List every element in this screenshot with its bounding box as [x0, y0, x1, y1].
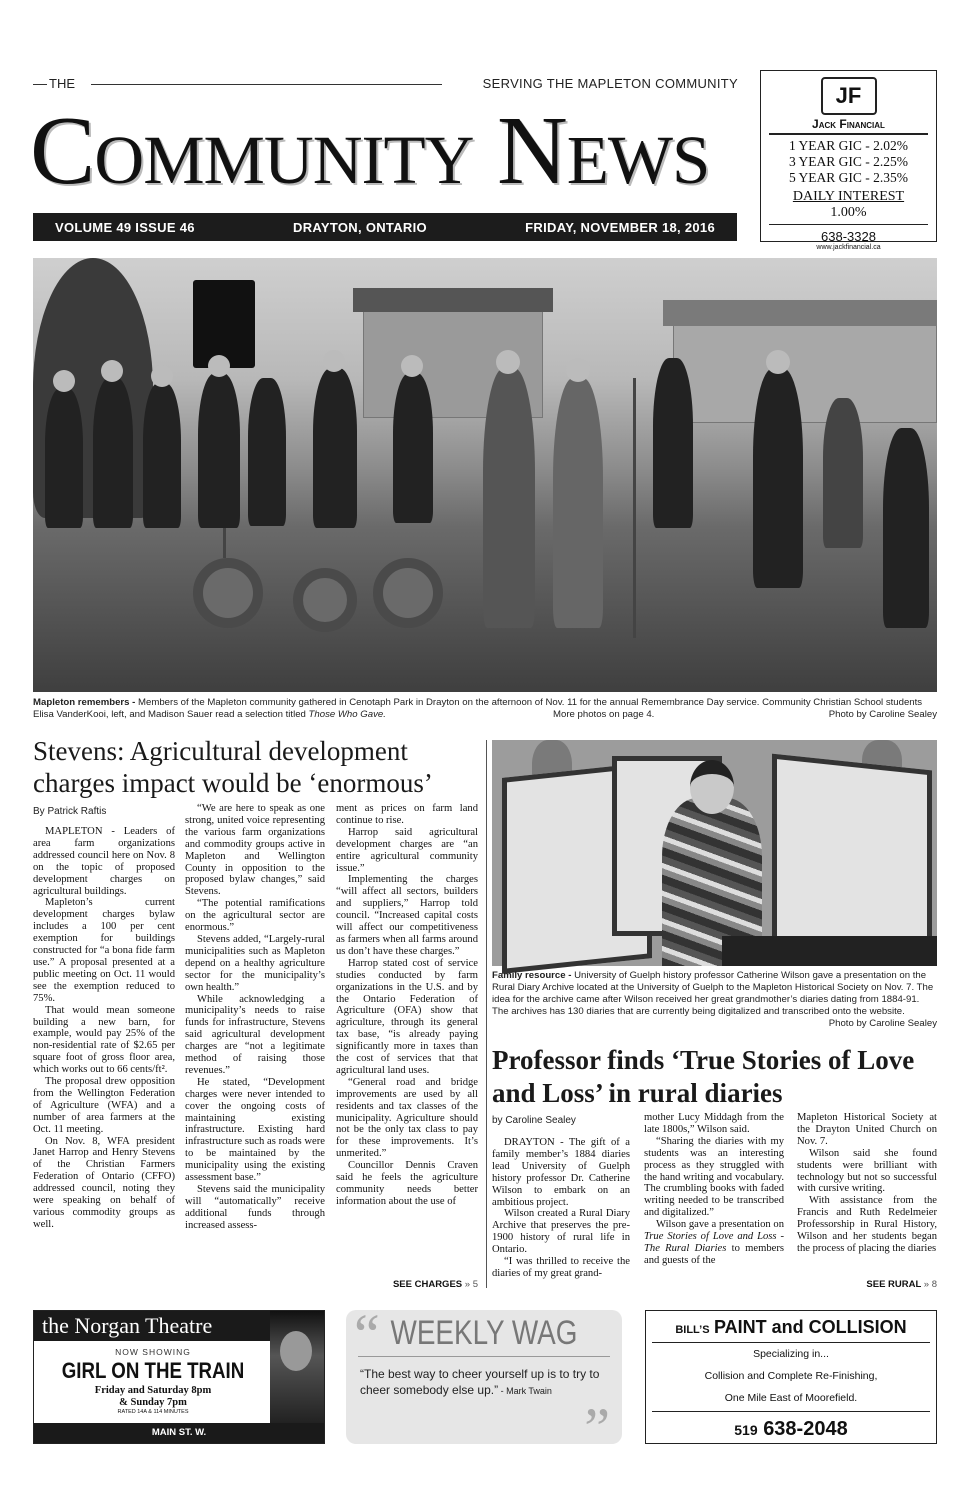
wag-quote-author: - Mark Twain	[498, 1386, 552, 1396]
article2-presentation-title: True Stories of Love and Loss - The Rural Diaries	[644, 1231, 784, 1254]
remembrance-day-photo	[33, 258, 937, 692]
masthead-rule	[91, 84, 442, 85]
article1-para: Implementing the charges “will affect all sectors, builders and suppliers,” Harrop told council. “Increased capital costs will affect our competitiveness as farmers when all farms around us don’t have these charges.”	[336, 874, 478, 957]
jf-website: www.jackfinancial.ca	[816, 244, 881, 251]
article1-para: MAPLETON - Leaders of area farm organizations addressed council here on Nov. 8 on the topic of proposed development charges on agricultural buildings.	[33, 826, 175, 897]
article1-para: That would mean someone building a new barn, for example, would pay 25% of the non-residential rate of $2.65 per square foot of gross floor area, which works out to 66 cents/ft².	[33, 1004, 175, 1076]
photo-reader-left	[483, 368, 535, 628]
article2-para-start: Wilson gave a presentation on	[656, 1219, 784, 1231]
jf-phone: 638-3328	[821, 229, 876, 244]
photo-person	[753, 368, 803, 588]
photo-wreath	[293, 568, 357, 632]
article2-col1	[492, 1137, 630, 1293]
column-divider	[486, 740, 487, 1288]
norgan-website: www.norgantheatre.com	[190, 1447, 302, 1458]
article1-para: Harrop stated cost of service studies conducted by farm organizations in the U.S. and by the Ontario Federation of Agriculture (OFA) show that agriculture, through its general tax base, “is already paying significantly more in taxes than the cost of services that that agricultural land uses.	[336, 957, 478, 1076]
article1-para: “We are here to speak as one strong, united voice representing the various farm organizations and commodity groups active in Mapleton and Wellington County in opposition to the proposed bylaw changes,” said Stevens.	[185, 803, 325, 898]
photo-roof-2	[663, 300, 937, 326]
poster-face	[280, 1331, 312, 1371]
show-times-1: Friday and Saturday 8pm	[94, 1385, 212, 1396]
bills-line-2: Collision and Complete Re-Finishing,	[704, 1370, 878, 1382]
article1-para: “The potential ramifications on the agricultural sector are enormous.”	[185, 898, 325, 934]
see-charges-label: SEE CHARGES	[392, 1279, 463, 1290]
prof-caption-body: University of Guelph history professor Catherine Wilson gave a presentation on the Rural Diary Archive located at the University of Guelph to the Mapleton Historical Society on Nov. 7. The idea for the archive came after Wilson received her great grandmother’s diaries dating from 1884-91. The archives has 130 diaries that are currently being digitalized and transcribed onto the website.	[492, 970, 934, 1017]
norgan-address: MAIN ST. W. PALMERSTON	[56, 1427, 207, 1458]
main-photo-caption	[33, 697, 937, 721]
article1-para: ment as prices on farm land continue to rise.	[336, 803, 478, 826]
bills-phone-number: 638-2048	[763, 1418, 848, 1440]
norgan-theatre-name: the Norgan Theatre	[34, 1311, 272, 1341]
photo-person	[393, 373, 433, 523]
photo-head	[151, 365, 173, 387]
jf-daily-label: DAILY INTEREST	[792, 189, 905, 204]
photo-person	[823, 398, 863, 548]
photo-person	[313, 368, 357, 528]
norgan-footer	[34, 1423, 324, 1458]
jack-financial-ad	[760, 70, 937, 251]
article2-para: Wilson created a Rural Diary Archive that preserves the pre-1900 history of rural life in Ontario.	[492, 1208, 630, 1256]
article1-headline: Stevens: Agricultural development charges impact would be ‘enormous’	[33, 736, 433, 798]
masthead-serving: SERVING THE MAPLETON COMMUNITY	[482, 76, 738, 91]
article1-para: He stated, “Development charges were never intended to cover the ongoing costs of maintaining existing infrastructure. Existing hard infrastructure such as roads were to be maintained by the municipality using the existing assessment base.”	[185, 1076, 325, 1184]
close-quote-icon: ”	[584, 1396, 610, 1461]
article1-para: Harrop said agricultural development charges are “an entire agricultural community issue.”	[336, 826, 478, 874]
photo-roof	[353, 288, 553, 312]
issue-bar	[33, 213, 737, 241]
jf-rate-5: 5 YEAR GIC - 2.35%	[788, 170, 909, 185]
main-caption-lead: Mapleton remembers -	[33, 697, 139, 708]
article2-byline: by Caroline Sealey	[492, 1115, 576, 1126]
film-rating: RATED 14A & 114 MINUTES	[117, 1409, 189, 1415]
photo-reader-right	[553, 378, 603, 628]
weekly-wag-title: WEEKLY WAG	[390, 1314, 578, 1352]
photo-head	[323, 350, 345, 372]
photo-head	[401, 355, 423, 377]
photo-person	[45, 388, 83, 528]
masthead-the: THE	[49, 76, 81, 91]
article1-para: Stevens said the municipality will “automatically” receive additional funds through increased assess-	[185, 1184, 325, 1231]
article2-para: mother Lucy Middagh from the late 1800s,” Wilson said.	[644, 1112, 784, 1135]
photo-head	[53, 370, 75, 392]
bills-name	[652, 1317, 930, 1343]
article2-para	[644, 1219, 784, 1267]
article2-para-end: to members and guests of the	[644, 1242, 784, 1266]
professor-photo	[492, 740, 937, 966]
article1-para: On Nov. 8, WFA president Janet Harrop and Henry Stevens of the Christian Farmers Federation of Ontario (CFFO) addressed council, noting they were speaking on behalf of various commodity groups as well.	[33, 1135, 175, 1230]
professor-photo-caption	[492, 970, 937, 1030]
article2-col3	[797, 1112, 937, 1278]
photo-person	[143, 383, 181, 528]
photo-person	[93, 378, 133, 528]
show-times	[42, 1385, 264, 1409]
photo-head	[566, 358, 590, 382]
article2-para: Wilson said she found students were brilliant with technology but not so successful with cursive writing.	[797, 1147, 937, 1195]
prof-caption-lead: Family resource -	[492, 970, 575, 981]
bills-line-1: Specializing in...	[753, 1348, 829, 1360]
main-caption-more: More photos on page 4.	[553, 709, 655, 720]
main-caption-title: Those Who Gave.	[308, 709, 386, 720]
see-charges-page: 5	[472, 1279, 478, 1290]
see-rural-page: 8	[931, 1279, 937, 1290]
film-title: GIRL ON THE TRAIN	[61, 1358, 245, 1383]
photo-wreath	[373, 558, 443, 628]
article1-para: Stevens added, “Largely-rural municipalities such as Mapleton depend on a healthy agriculture sector for the municipality’s own health.”	[185, 933, 325, 993]
bills-owner: BILL’S	[675, 1324, 710, 1336]
bills-area-code: 519	[734, 1422, 758, 1438]
bills-business: PAINT and COLLISION	[714, 1317, 907, 1337]
jf-rate-1: 1 YEAR GIC - 2.02%	[788, 138, 909, 153]
masthead-top-line	[33, 76, 738, 92]
article2-col2	[644, 1112, 784, 1293]
article2-para: Mapleton Historical Society at the Drayton United Church on Nov. 7.	[797, 1112, 937, 1147]
prof-caption-text	[492, 970, 937, 1018]
main-caption-text	[33, 697, 937, 721]
photo-head	[208, 355, 230, 377]
jf-rate-3: 3 YEAR GIC - 2.25%	[788, 154, 909, 169]
open-quote-icon: “	[354, 1302, 380, 1367]
photo-mic-stand	[633, 378, 636, 638]
see-charges-arrow: »	[464, 1279, 471, 1290]
issue-location: DRAYTON, ONTARIO	[293, 219, 427, 235]
issue-volume: VOLUME 49 ISSUE 46	[55, 219, 195, 235]
photo-speaker	[193, 280, 255, 368]
masthead-dash	[33, 84, 47, 85]
prof-caption-credit: Photo by Caroline Sealey	[828, 1018, 937, 1029]
issue-date: FRIDAY, NOVEMBER 18, 2016	[525, 219, 715, 235]
weekly-wag-box	[346, 1302, 622, 1461]
article1-para: Councillor Dennis Craven said he feels the agriculture community needs better information about the use of	[336, 1160, 478, 1207]
article1-para: Mapleton’s current development charges bylaw includes a 100 per cent exemption for buildings constructed for “a bona fide farm use.” A proposal presented at a public meeting on Oct. 11 would see the exemption reduced to 75%.	[33, 897, 175, 1004]
article2-para: “Sharing the diaries with my students was an interesting process as they struggled with the hand writing and vocabulary. The crumbling books with faded writing needed to be transcribed and digitalized.”	[644, 1135, 784, 1219]
photo-table	[722, 936, 937, 966]
jf-daily-rate: 1.00%	[769, 205, 928, 225]
show-times-2: & Sunday 7pm	[119, 1397, 187, 1408]
see-rural-arrow: »	[923, 1279, 930, 1290]
jf-rates	[761, 138, 936, 186]
article1-para: The proposal drew opposition from the Wellington Federation of Agriculture (WFA) and a number of area farmers at the Oct. 11 meeting.	[33, 1076, 175, 1135]
photo-head	[766, 350, 790, 374]
now-showing: NOW SHOWING	[115, 1347, 191, 1357]
see-charges-jump[interactable]	[336, 1279, 478, 1290]
article2-para: DRAYTON - The gift of a family member’s 1884 diaries lead University of Guelph history professor Dr. Catherine Wilson to embark on an ambitious project.	[492, 1137, 630, 1208]
article1-col3	[336, 803, 478, 1277]
see-rural-jump[interactable]	[797, 1279, 937, 1290]
weekly-wag-rule	[358, 1356, 610, 1357]
newspaper-title: Community News	[30, 97, 710, 205]
norgan-phone: 519.343.3640	[127, 1447, 186, 1458]
photo-head	[496, 350, 520, 374]
article1-col2	[185, 803, 325, 1292]
article1-col1	[33, 826, 175, 1292]
photo-house-2	[673, 313, 937, 423]
jf-logo: JF	[821, 77, 877, 115]
photo-wreath	[193, 558, 263, 628]
movie-poster	[270, 1311, 324, 1423]
bills-phone	[652, 1411, 930, 1441]
photo-person	[883, 428, 929, 628]
photo-person	[653, 358, 693, 528]
article2-para: With assistance from the Francis and Ruth Redelmeier Professorship in Rural History, Wilson and her students began the process of placing the diaries	[797, 1195, 937, 1254]
main-caption-body: Members of the Mapleton community gathered in Cenotaph Park in Drayton on the afternoon of Nov. 11 for the annual Remembrance Day service. Community Christian School students Elisa VanderKooi, left, and Madison Sauer read a selection titled	[33, 697, 923, 720]
photo-head	[101, 360, 123, 382]
article1-para: While acknowledging a municipality’s needs to raise funds for infrastructure, Stevens said agricultural development charges are “not a legitimate method of raising those revenues.”	[185, 993, 325, 1076]
article2-headline: Professor finds ‘True Stories of Love and Loss’ in rural diaries	[492, 1045, 915, 1108]
article1-para: “General road and bridge improvements are used by all residents and tax classes of the municipality. Agriculture should not be the only tax class to pay for these improvements. It’s unmerited.”	[336, 1076, 478, 1160]
article2-para: “I was thrilled to receive the diaries of my great grand-	[492, 1256, 630, 1279]
weekly-wag-quote	[360, 1366, 610, 1399]
photo-person	[248, 378, 286, 526]
display-panel-right	[772, 754, 932, 961]
see-rural-label: SEE RURAL	[866, 1279, 922, 1290]
bills-paint-ad	[645, 1310, 937, 1444]
jf-name: Jack Financial	[769, 117, 928, 135]
main-caption-credit: Photo by Caroline Sealey	[828, 709, 937, 720]
bills-line-3: One Mile East of Moorefield.	[724, 1392, 858, 1404]
wag-quote-text: “The best way to cheer yourself up is to try to cheer somebody else up.”	[360, 1367, 600, 1397]
norgan-theatre-ad	[33, 1310, 325, 1458]
photo-professor-face	[690, 760, 734, 814]
article1-byline: By Patrick Raftis	[33, 806, 107, 817]
photo-person	[198, 373, 240, 528]
